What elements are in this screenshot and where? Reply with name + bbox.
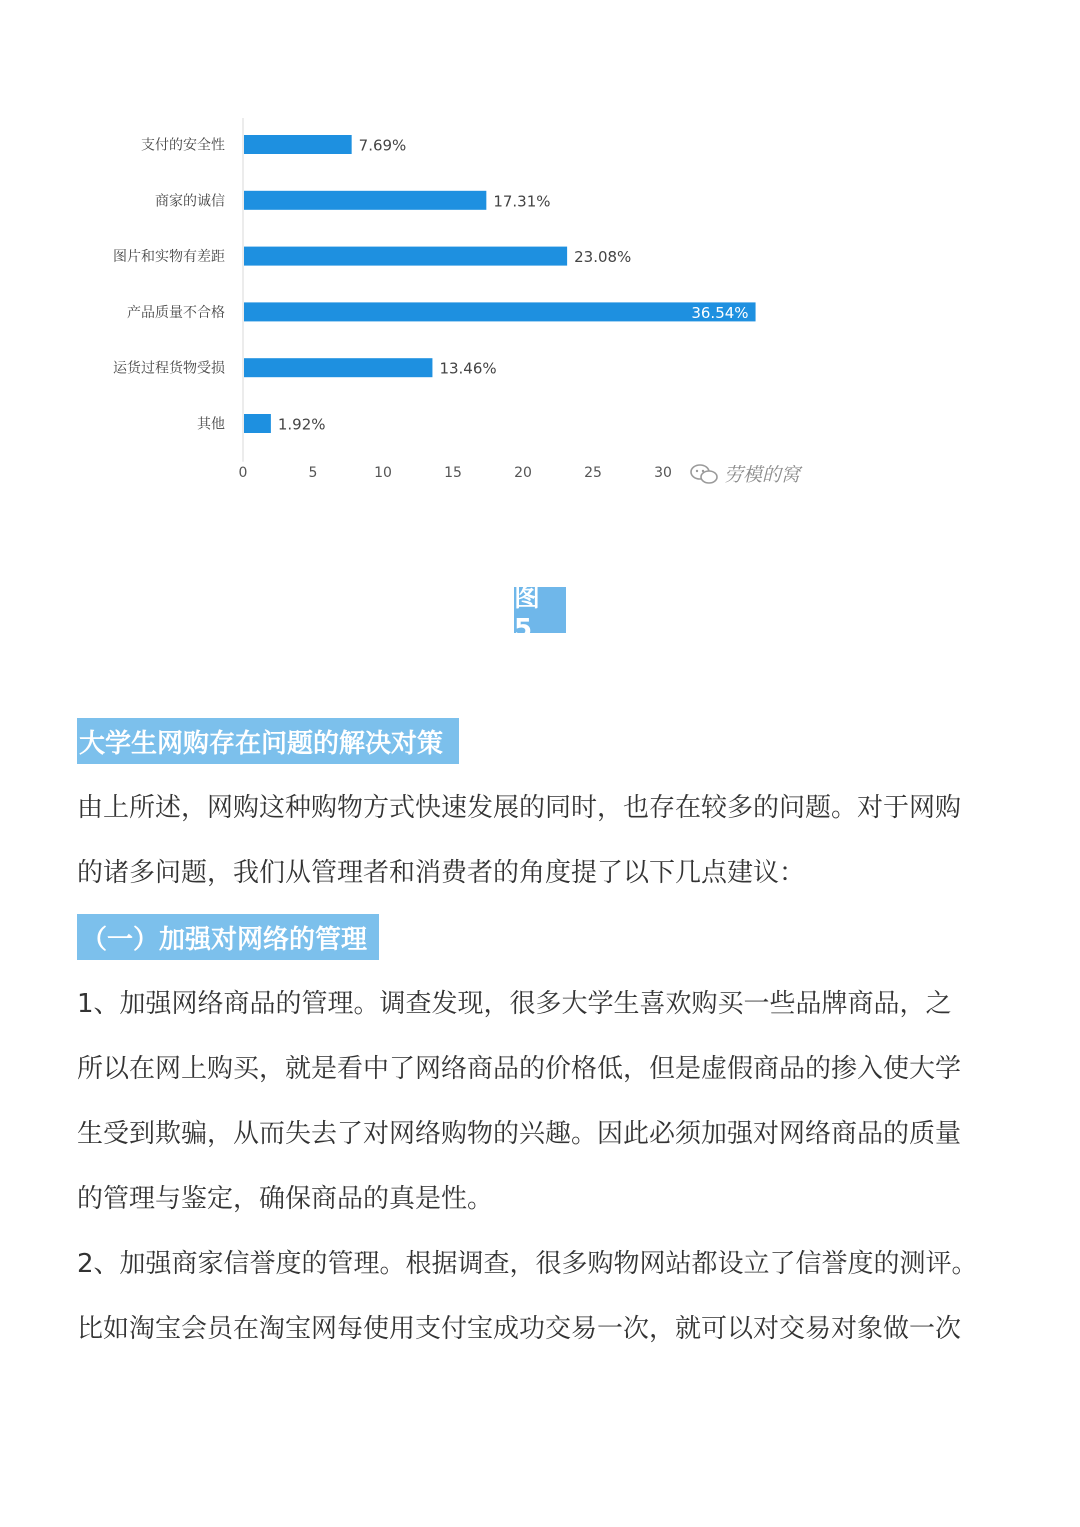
x-tick-label: 25 — [584, 465, 602, 481]
x-tick-label: 10 — [374, 465, 392, 481]
paragraph-line: 的诸多问题，我们从管理者和消费者的角度提了以下几点建议： — [77, 858, 806, 888]
bar — [244, 414, 271, 433]
x-tick-label: 5 — [308, 465, 318, 481]
category-label: 支付的安全性 — [141, 137, 225, 154]
data-label: 1.92% — [277, 415, 326, 434]
x-tick-label: 20 — [514, 465, 532, 481]
category-label: 图片和实物有差距 — [113, 249, 225, 266]
paragraph-line: 由上所述，网购这种购物方式快速发展的同时，也存在较多的问题。对于网购 — [77, 793, 962, 823]
bar — [244, 135, 352, 154]
bar — [244, 247, 567, 266]
watermark-text: 劳模的窝 — [724, 464, 801, 486]
paragraph-intro — [77, 776, 1007, 906]
x-tick-label: 15 — [444, 465, 462, 481]
section-heading-main: 大学生网购存在问题的解决对策 — [77, 718, 459, 764]
paragraph-line: 的管理与鉴定，确保商品的真是性。 — [77, 1184, 494, 1214]
category-label: 其他 — [197, 416, 225, 433]
paragraph-line: 2、加强商家信誉度的管理。根据调查，很多购物网站都设立了信誉度的测评。 — [77, 1249, 978, 1279]
section-heading-sub: （一）加强对网络的管理 — [77, 914, 379, 960]
x-tick-label: 30 — [654, 465, 672, 481]
category-label: 运货过程货物受损 — [113, 360, 225, 377]
bar — [244, 191, 486, 210]
paragraph-line: 比如淘宝会员在淘宝网每使用支付宝成功交易一次，就可以对交易对象做一次 — [77, 1314, 962, 1344]
paragraph-line: 生受到欺骗，从而失去了对网络购物的兴趣。因此必须加强对网络商品的质量 — [77, 1119, 962, 1149]
data-label: 17.31% — [493, 192, 551, 211]
paragraph-point-1 — [77, 972, 1007, 1232]
figure-label: 图 5 — [514, 587, 566, 633]
wechat-icon — [690, 463, 718, 485]
data-label: 36.54% — [691, 303, 749, 322]
paragraph-line: 所以在网上购买，就是看中了网络商品的价格低，但是虚假商品的掺入使大学 — [77, 1054, 962, 1084]
data-label: 7.69% — [358, 136, 407, 155]
paragraph-point-2 — [77, 1232, 1007, 1362]
category-label: 商家的诚信 — [155, 193, 225, 210]
bar — [244, 302, 756, 321]
category-label: 产品质量不合格 — [127, 304, 225, 321]
bar-chart — [0, 100, 1080, 500]
x-tick-label: 0 — [238, 465, 248, 481]
bar — [244, 358, 432, 377]
paragraph-line: 1、加强网络商品的管理。调查发现，很多大学生喜欢购买一些品牌商品，之 — [77, 989, 952, 1019]
data-label: 13.46% — [439, 359, 497, 378]
watermark — [690, 460, 800, 487]
data-label: 23.08% — [574, 248, 632, 267]
